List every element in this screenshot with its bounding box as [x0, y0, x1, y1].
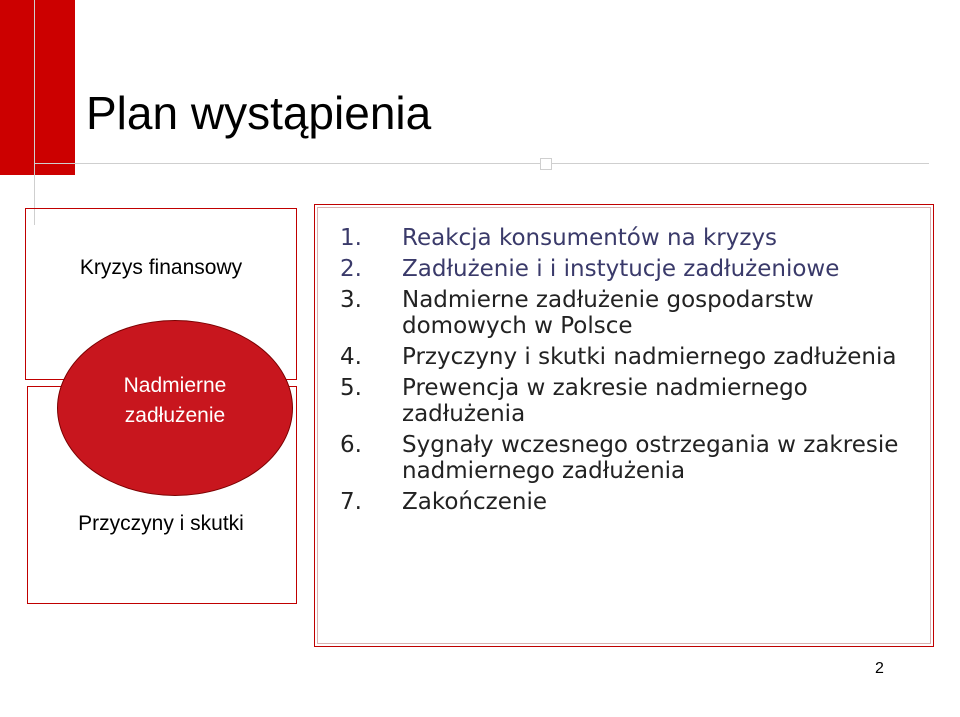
- agenda-item-text: Nadmierne zadłużenie gospodarstw domowych w Polsce: [402, 287, 814, 339]
- decorative-square: [540, 158, 552, 170]
- agenda-item-text: Zakończenie: [402, 489, 547, 515]
- agenda-item-text: Przyczyny i skutki nadmiernego zadłużenia: [402, 344, 897, 370]
- agenda-item: [340, 344, 920, 370]
- panel-top-label: Kryzys finansowy: [79, 256, 243, 279]
- page-number: 2: [875, 660, 884, 677]
- agenda-item: [340, 225, 920, 251]
- panel-bottom-label: Przyczyny i skutki: [78, 512, 244, 535]
- agenda-item: [340, 432, 920, 484]
- agenda-item-number: 3.: [340, 287, 362, 313]
- accent-bar: [0, 0, 75, 175]
- accent-line-horizontal: [34, 163, 929, 164]
- agenda-item: [340, 256, 920, 282]
- agenda-item: [340, 375, 920, 427]
- accent-line-vertical: [34, 0, 35, 225]
- left-panel: [25, 208, 297, 606]
- agenda-item-number: 5.: [340, 375, 362, 401]
- agenda-item: [340, 287, 920, 339]
- slide-title: Plan wystąpienia: [86, 87, 432, 139]
- agenda-box: [314, 204, 934, 647]
- agenda-item-number: 4.: [340, 344, 362, 370]
- agenda-item-text: Sygnały wczesnego ostrzegania w zakresie nadmiernego zadłużenia: [402, 432, 899, 484]
- agenda-item-text: Zadłużenie i i instytucje zadłużeniowe: [402, 256, 840, 282]
- agenda-list: [340, 225, 920, 520]
- agenda-item-number: 1.: [340, 225, 362, 251]
- agenda-item-text: Reakcja konsumentów na kryzys: [402, 225, 778, 251]
- agenda-item: [340, 489, 920, 515]
- agenda-item-text: Prewencja w zakresie nadmiernego zadłużenia: [402, 375, 808, 427]
- agenda-item-number: 2.: [340, 256, 362, 282]
- highlight-circle: [57, 320, 293, 496]
- agenda-item-number: 7.: [340, 489, 362, 515]
- agenda-item-number: 6.: [340, 432, 362, 458]
- circle-label: [58, 371, 292, 431]
- circle-label-line1: Nadmierne: [123, 374, 227, 397]
- circle-label-line2: zadłużenie: [124, 404, 226, 427]
